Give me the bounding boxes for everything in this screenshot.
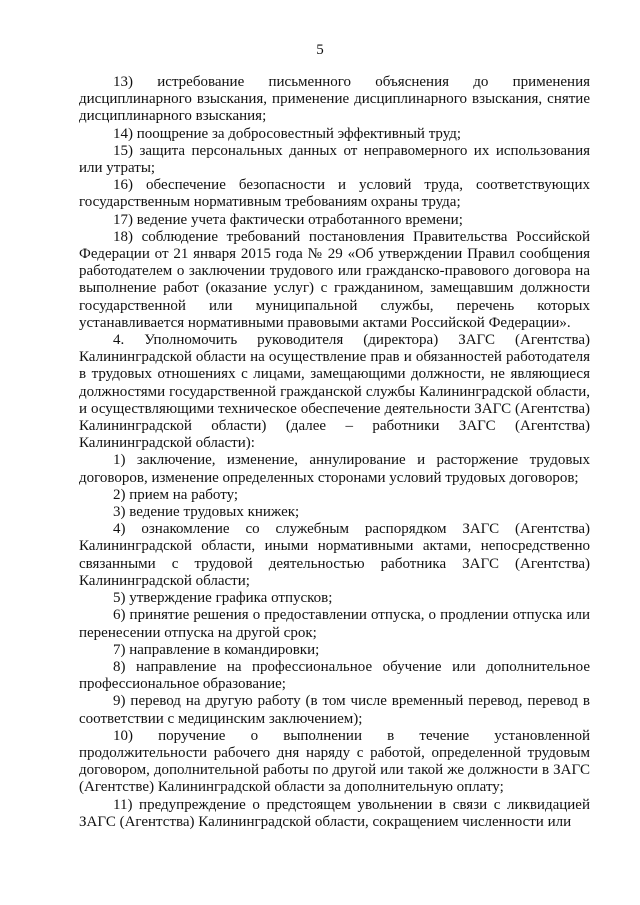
paragraph-subitem-3: 3) ведение трудовых книжек; <box>113 504 300 521</box>
paragraph-subitem-9: 9) перевод на другую работу (в том числе временный перевод, перевод в соответствии с медицинским заключением); <box>79 693 590 727</box>
paragraph-subitem-11: 11) предупреждение о предстоящем увольнении в связи с ликвидацией ЗАГС (Агентства) Калининградской области, сокращением численности или <box>79 796 590 830</box>
paragraph-item-15: 15) защита персональных данных от неправомерного их использования или утраты; <box>79 142 590 177</box>
paragraph-item-17: 17) ведение учета фактически отработанного времени; <box>113 211 463 228</box>
paragraph-subitem-2: 2) прием на работу; <box>113 486 239 503</box>
paragraph-subitem-7: 7) направление в командировки; <box>113 641 320 658</box>
paragraph-item-14: 14) поощрение за добросовестный эффективный труд; <box>113 125 462 142</box>
paragraph-subitem-8: 8) направление на профессиональное обучение или дополнительное профессиональное образование; <box>79 658 590 693</box>
paragraph-subitem-1: 1) заключение, изменение, аннулирование и расторжение трудовых договоров, изменение определенных сторонами условий трудовых договоров; <box>79 452 590 486</box>
paragraph-item-13: 13) истребование письменного объяснения до применения дисциплинарного взыскания, применение дисциплинарного взыскания, снятие дисциплинарного взыскания; <box>79 74 590 125</box>
paragraph-item-18: 18) соблюдение требований постановления Правительства Российской Федерации от 21 января 2015 года № 29 «Об утверждении Правил сообщения работодателем о заключении трудового или гражданско-правового договора на выполнение работ (оказание услуг) с гражданином, замещавшим должности государственной или муниципальной службы, перечень которых устанавливается нормативными правовыми актами Российской Федерации». <box>79 228 590 331</box>
paragraph-subitem-6: 6) принятие решения о предоставлении отпуска, о продлении отпуска или перенесении отпуска на другой срок; <box>79 607 590 641</box>
paragraph-section-4: 4. Уполномочить руководителя (директора) ЗАГС (Агентства) Калининградской области на осуществление прав и обязанностей работодателя в трудовых отношениях с лицами, замещающими должности, не являющиеся должностями государственной гражданской службы Калининградской области, и осуществляющими техническое обеспечение деятельности ЗАГС (Агентства) Калининградской области) (далее – работники ЗАГС (Агентства) Калининградской области): <box>79 332 590 452</box>
paragraph-subitem-4: 4) ознакомление со служебным распорядком ЗАГС (Агентства) Калининградской области, иными нормативными актами, непосредственно связанными с трудовой деятельностью работника ЗАГС (Агентства) Калининградской области; <box>79 521 590 589</box>
paragraph-subitem-5: 5) утверждение графика отпусков; <box>113 590 333 607</box>
page-number: 5 <box>316 42 324 58</box>
document-body <box>79 74 590 831</box>
paragraph-subitem-10: 10) поручение о выполнении в течение установленной продолжительности рабочего дня наряду с работой, определенной трудовым договором, дополнительной работы по другой или такой же должности в ЗАГС (Агентстве) Калининградской области за дополнительную оплату; <box>79 727 590 796</box>
paragraph-item-16: 16) обеспечение безопасности и условий труда, соответствующих государственным нормативным требованиям охраны труда; <box>79 177 590 211</box>
